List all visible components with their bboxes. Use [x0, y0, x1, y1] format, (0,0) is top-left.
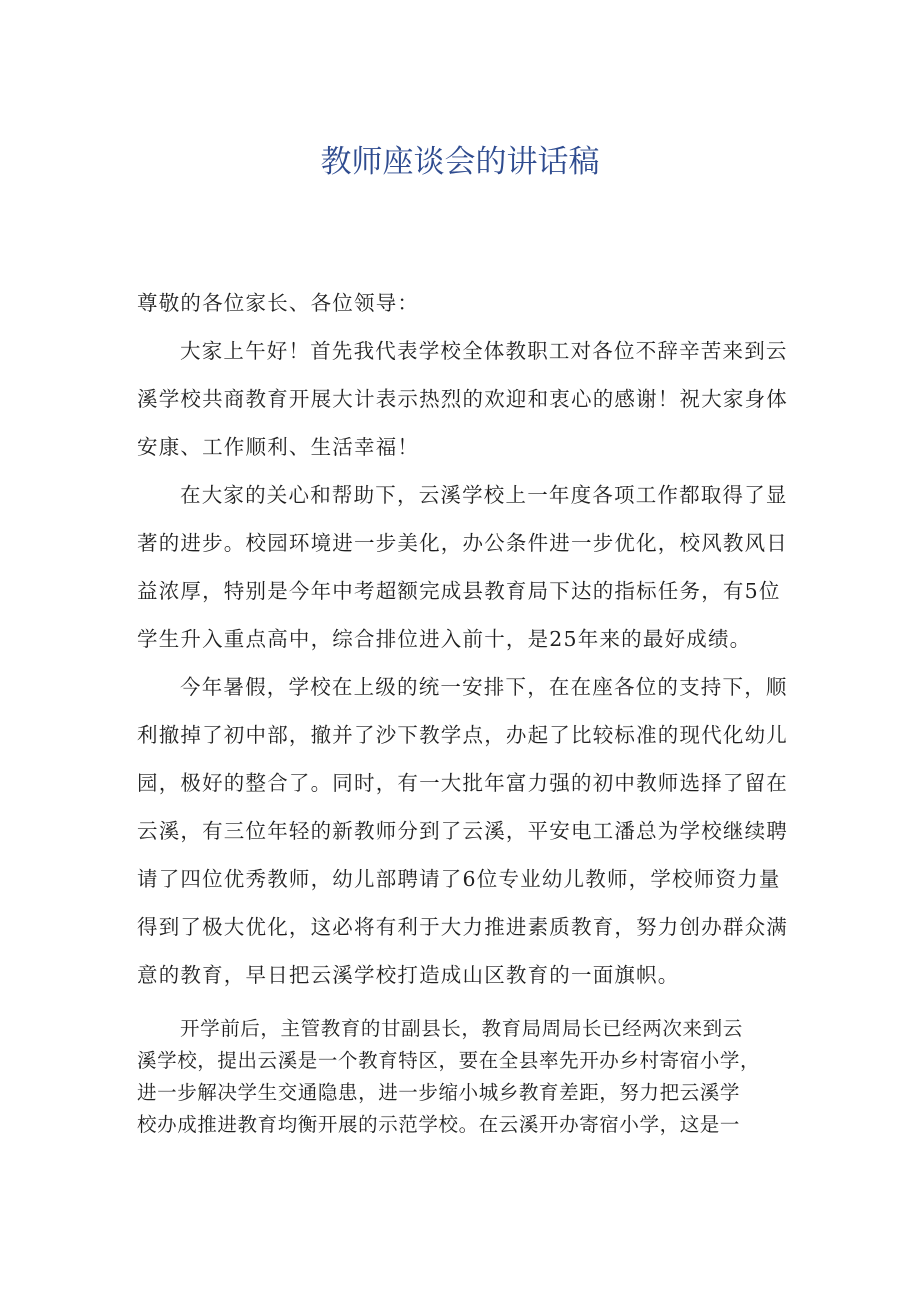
paragraph-line: 溪学校共商教育开展大计表示热烈的欢迎和衷心的感谢！祝大家身体 [137, 387, 788, 411]
paragraph-line: 著的进步。校园环境进一步美化，办公条件进一步优化，校风教风日 [137, 531, 788, 555]
salutation: 尊敬的各位家长、各位领导： [137, 291, 420, 315]
paragraph-line: 请了四位优秀教师，幼儿部聘请了6位专业幼儿教师，学校师资力量 [137, 867, 781, 891]
paragraph-line: 校办成推进教育均衡开展的示范学校。在云溪开办寄宿小学，这是一 [137, 1113, 741, 1136]
paragraph-line: 得到了极大优化，这必将有利于大力推进素质教育，努力创办群众满 [137, 915, 788, 939]
paragraph-line: 园，极好的整合了。同时，有一大批年富力强的初中教师选择了留在 [137, 771, 788, 795]
paragraph-line: 安康、工作顺利、生活幸福！ [137, 435, 420, 459]
paragraph-line: 意的教育，早日把云溪学校打造成山区教育的一面旗帜。 [137, 963, 680, 987]
paragraph-line: 益浓厚，特别是今年中考超额完成县教育局下达的指标任务，有5位 [137, 579, 781, 603]
paragraph-line: 在大家的关心和帮助下，云溪学校上一年度各项工作都取得了显 [180, 483, 788, 507]
paragraph-line: 进一步解决学生交通隐患，进一步缩小城乡教育差距，努力把云溪学 [137, 1081, 741, 1104]
paragraph-line: 云溪，有三位年轻的新教师分到了云溪，平安电工潘总为学校继续聘 [137, 819, 788, 843]
document-title: 教师座谈会的讲话稿 [320, 144, 600, 180]
paragraph-line: 今年暑假，学校在上级的统一安排下，在在座各位的支持下，顺 [180, 675, 788, 699]
paragraph-line: 学生升入重点高中，综合排位进入前十，是25年来的最好成绩。 [137, 627, 752, 651]
paragraph-line: 大家上午好！首先我代表学校全体教职工对各位不辞辛苦来到云 [180, 339, 788, 363]
paragraph-line: 利撤掉了初中部，撤并了沙下教学点，办起了比较标准的现代化幼儿 [137, 723, 788, 747]
paragraph-line: 溪学校，提出云溪是一个教育特区，要在全县率先开办乡村寄宿小学， [137, 1049, 761, 1072]
paragraph-line: 开学前后，主管教育的甘副县长，教育局周局长已经两次来到云 [180, 1017, 743, 1040]
